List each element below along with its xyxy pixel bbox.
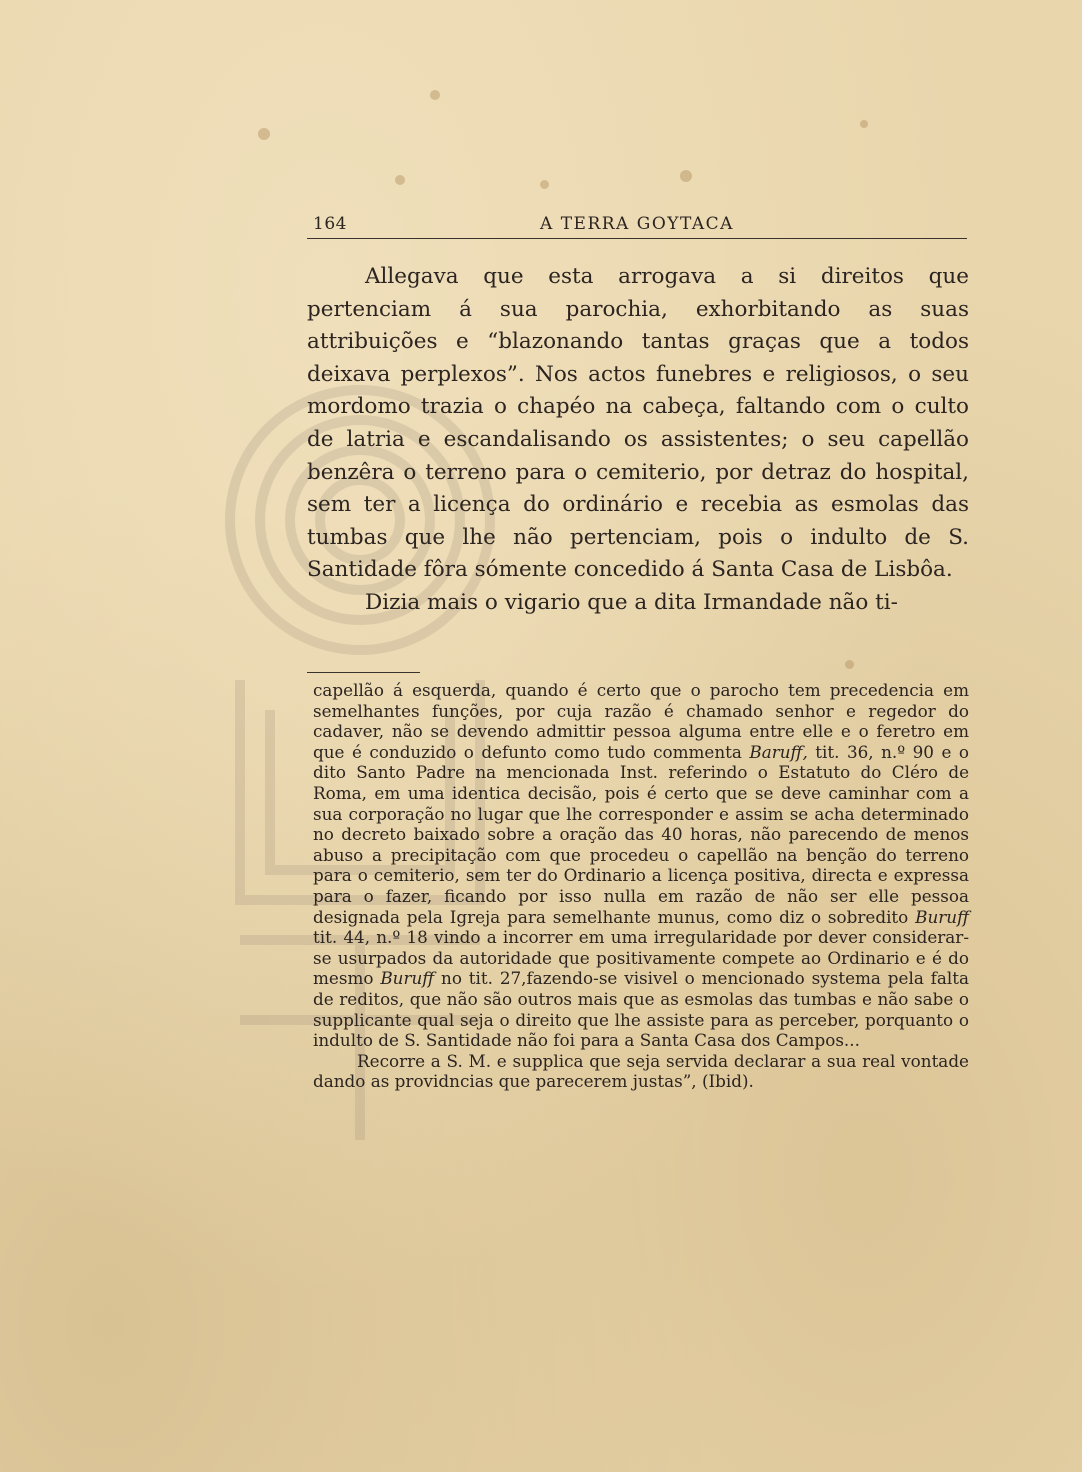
paragraph: Allegava que esta arrogava a si direitos que pertenciam á sua parochia, exhorbitando as suas attribuições e “blazonando tantas graças que a todos deixava perplexos”. Nos actos funebres e religiosos, o seu mordomo trazia o chapéo na cabeça, faltando com o culto de latria e escandalisando os assistentes; o seu capellão benzêra o terreno para o cemiterio, por detraz do hospital, sem ter a licença do ordinário e recebia as esmolas das tumbas que lhe não pertenciam, pois o indulto de S. Santidade fôra sómente concedido á Santa Casa de Lisbôa.	[307, 264, 969, 583]
paper-stain	[258, 128, 270, 140]
running-title: A TERRA GOYTACA	[540, 214, 734, 234]
footnote-text: tit. 44, n.º 18 vindo a incorrer em uma irregularidade por dever considerar-se usurpados da autoridade que positivamente compete ao Ordinario e é do mesmo	[313, 927, 969, 989]
paper-stain	[540, 180, 549, 189]
paper-stain	[395, 175, 405, 185]
main-text	[307, 261, 969, 620]
paper-stain	[860, 120, 868, 128]
footnote-closing: Recorre a S. M. e supplica que seja servida declarar a sua real vontade dando as providncias que parecerem justas”, (Ibid).	[313, 1050, 969, 1092]
footnote-text: no tit. 27,fazendo-se visivel o mencionado systema pela falta de reditos, que não são outros mais que as esmolas das tumbas e não sabe o supplicante qual seja o direito que lhe assiste para as perceber, porquanto o indulto de S. Santidade não foi para a Santa Casa dos Campos...	[313, 968, 969, 1051]
footnote	[313, 680, 969, 1092]
paragraph: Dizia mais o vigario que a dita Irmandade não ti-	[365, 589, 898, 615]
footnote-separator	[307, 672, 420, 673]
footnote-text: capellão á esquerda, quando é certo que o parocho tem precedencia em semelhantes funções, por cuja razão é chamado senhor e regedor do cadaver, não se devendo admittir pessoa alguma entre elle e o feretro em que é conduzido o defunto como tudo commenta	[313, 680, 969, 762]
footnote-text: tit. 36, n.º 90 e o dito Santo Padre na mencionada Inst. referindo o Estatuto do Cléro de Roma, em uma identica decisão, pois é certo que se deve caminhar com a sua corporação no lugar que lhe corresponder e assim se acha determinado no decreto baixado sobre a oração das 40 horas, não parecendo de menos abuso a precipitação com que procedeu o capellão na benção do terreno para o cemiterio, sem ter do Ordinario a licença positiva, directa e expressa para o fazer, ficando por isso nulla em razão de não ser elle pessoa designada pela Igreja para semelhante munus, como diz o sobredito	[313, 741, 969, 927]
footnote-paragraph	[313, 680, 969, 1051]
paper-stain	[430, 90, 440, 100]
paper-stain	[680, 170, 692, 182]
page-number: 164	[313, 214, 347, 234]
footnote-citation: Baruff,	[749, 741, 808, 762]
footnote-citation: Buruff	[380, 968, 435, 989]
page-header	[307, 210, 967, 239]
paper-stain	[845, 660, 854, 669]
footnote-citation: Buruff	[915, 906, 969, 927]
